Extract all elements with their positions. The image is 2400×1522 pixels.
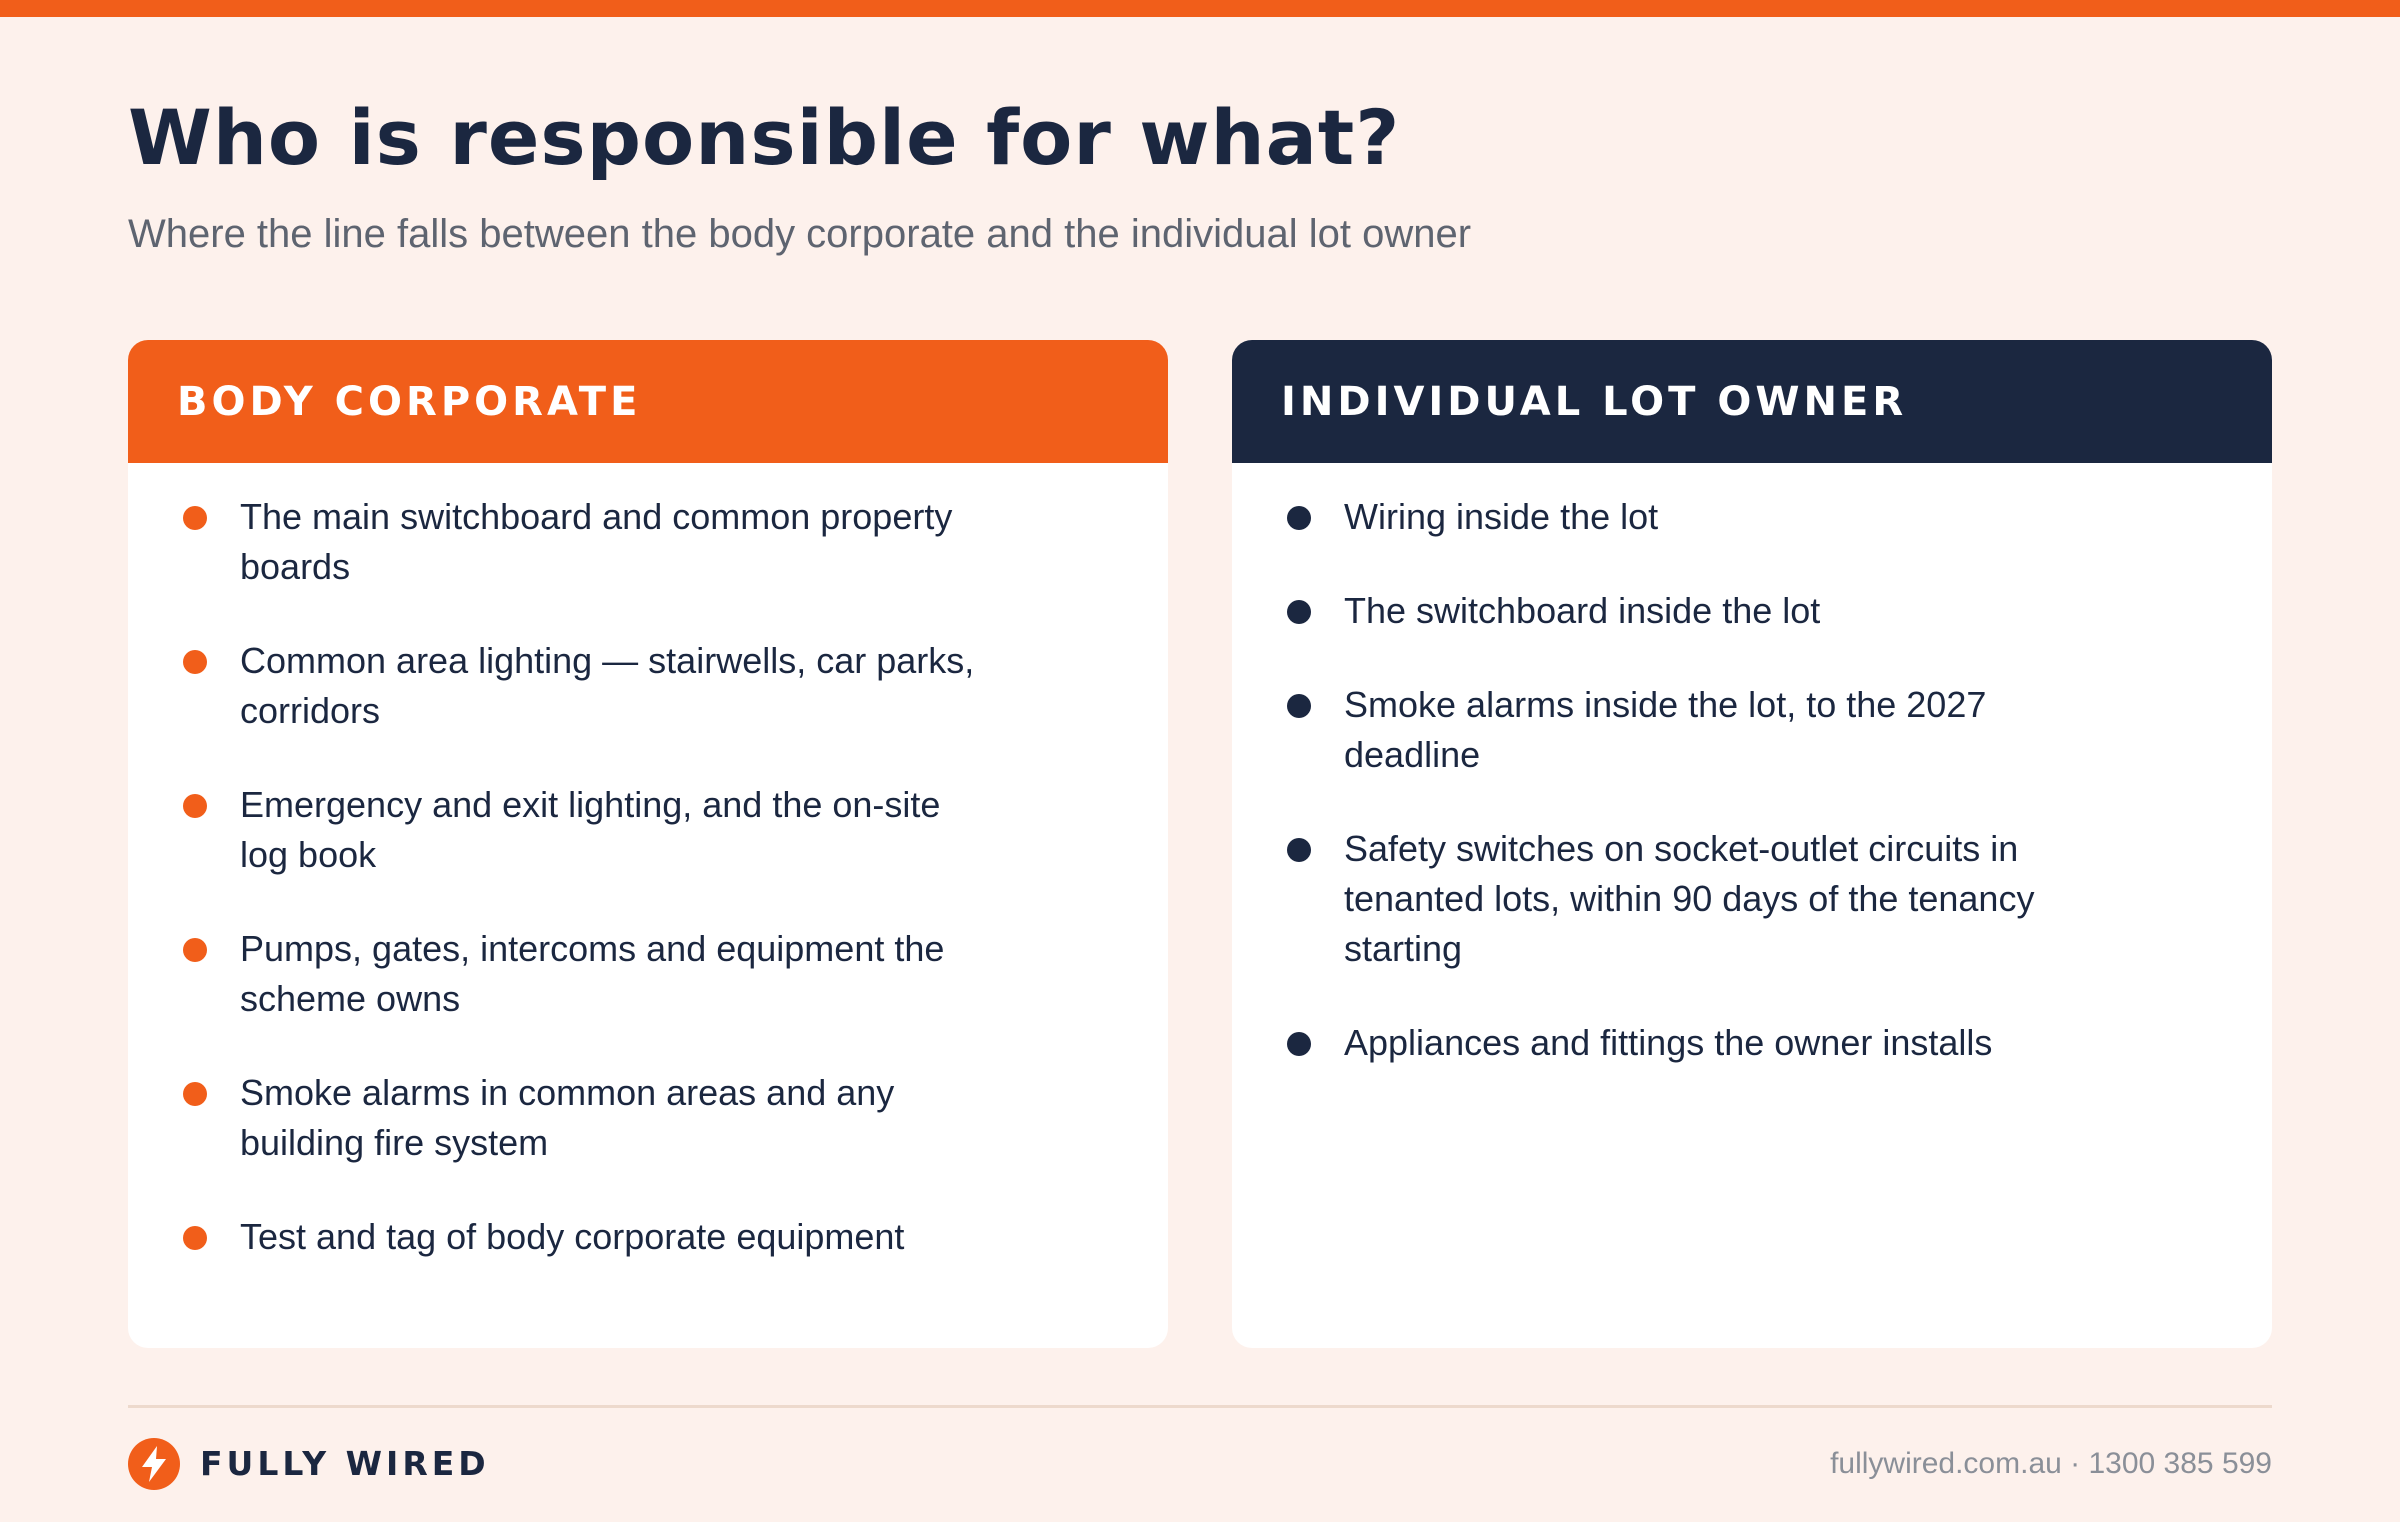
lot-owner-card — [1232, 340, 2272, 1348]
lightning-bolt-icon — [128, 1438, 180, 1490]
list-item — [128, 636, 998, 736]
bullet-icon — [183, 794, 207, 818]
list-item — [128, 924, 998, 1024]
page-subtitle: Where the line falls between the body corporate and the individual lot owner — [128, 212, 1472, 256]
list-item — [128, 1212, 998, 1262]
list-item-text: Smoke alarms inside the lot, to the 2027 deadline — [1344, 684, 1987, 775]
page-title: Who is responsible for what? — [128, 93, 1401, 182]
brand-name: FULLY WIRED — [200, 1444, 490, 1483]
list-item-text: Wiring inside the lot — [1344, 496, 1659, 537]
bullet-icon — [183, 650, 207, 674]
bullet-icon — [1287, 694, 1311, 718]
body-corporate-header — [128, 340, 1168, 463]
lot-owner-heading: INDIVIDUAL LOT OWNER — [1281, 378, 1908, 425]
body-corporate-heading: BODY CORPORATE — [177, 378, 642, 425]
list-item-text: Safety switches on socket-outlet circuits in tenanted lots, within 90 days of the tenancy starting — [1344, 828, 2035, 969]
list-item-text: Emergency and exit lighting, and the on-site log book — [240, 784, 941, 875]
bullet-icon — [1287, 1032, 1311, 1056]
list-item — [1232, 824, 2132, 974]
list-item — [128, 780, 998, 880]
list-item-text: Appliances and fittings the owner installs — [1344, 1022, 1993, 1063]
list-item — [128, 1068, 998, 1168]
list-item-text: Common area lighting — stairwells, car parks, corridors — [240, 640, 975, 731]
bullet-icon — [183, 506, 207, 530]
bullet-icon — [1287, 838, 1311, 862]
list-item — [128, 492, 998, 592]
body-corporate-card — [128, 340, 1168, 1348]
list-item-text: Smoke alarms in common areas and any building fire system — [240, 1072, 895, 1163]
list-item-text: Test and tag of body corporate equipment — [240, 1216, 905, 1257]
list-item — [1232, 586, 2132, 636]
lot-owner-list — [1232, 492, 2272, 1112]
footer-divider — [128, 1405, 2272, 1408]
bullet-icon — [183, 1226, 207, 1250]
bullet-icon — [1287, 600, 1311, 624]
list-item — [1232, 492, 2132, 542]
bullet-icon — [183, 1082, 207, 1106]
list-item — [1232, 1018, 2132, 1068]
bullet-icon — [1287, 506, 1311, 530]
list-item-text: The main switchboard and common property boards — [240, 496, 953, 587]
body-corporate-list — [128, 492, 1168, 1306]
bullet-icon — [183, 938, 207, 962]
contact-info: fullywired.com.au · 1300 385 599 — [1830, 1447, 2272, 1480]
list-item-text: The switchboard inside the lot — [1344, 590, 1821, 631]
lot-owner-header — [1232, 340, 2272, 463]
list-item — [1232, 680, 2132, 780]
top-accent-bar — [0, 0, 2400, 17]
list-item-text: Pumps, gates, intercoms and equipment the scheme owns — [240, 928, 945, 1019]
